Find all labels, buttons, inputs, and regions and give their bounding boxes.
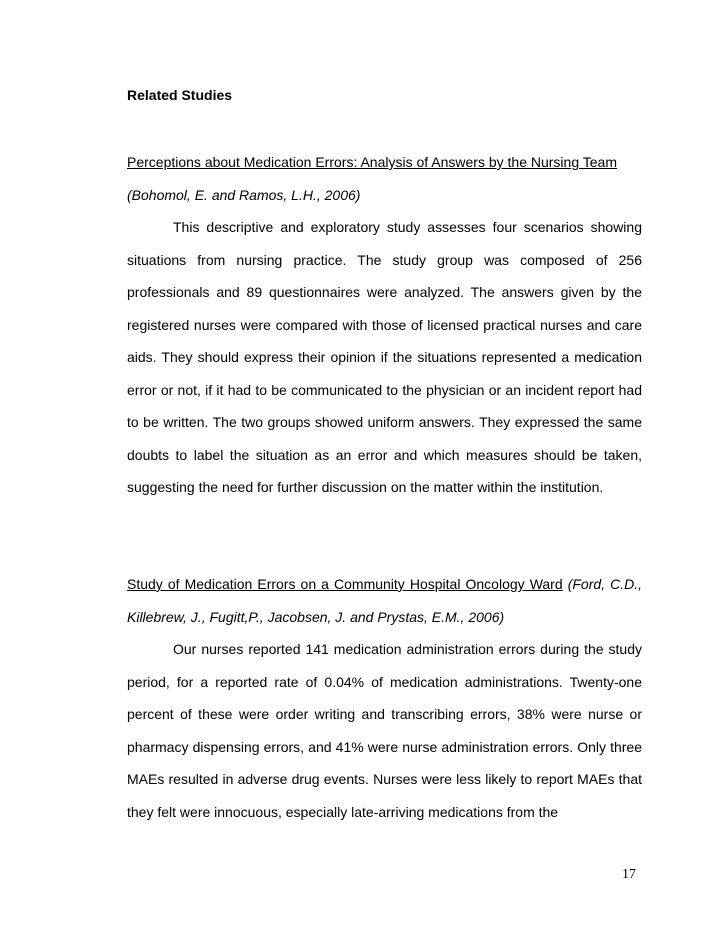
study-citation: (Bohomol, E. and Ramos, L.H., 2006) <box>127 186 361 203</box>
study-paragraph: Our nurses reported 141 medication administration errors during the study period, for a reported rate of 0.04% of medication administrations. Twenty-one percent of these were order writing and transcribing errors, 38% were nurse or pharmacy dispensing errors, and 41% were nurse administration errors. Only three MAEs resulted in adverse drug events. Nurses were less likely to report MAEs that they felt were innocuous, especially late-arriving medications from the <box>127 641 642 820</box>
study-entry <box>127 568 642 828</box>
study-title <box>127 146 642 179</box>
section-heading: Related Studies <box>127 87 233 103</box>
study-paragraph: This descriptive and exploratory study assesses four scenarios showing situations from nursing practice. The study group was composed of 256 professionals and 89 questionnaires were analyzed. The answers given by the registered nurses were compared with those of licensed practical nurses and care aids. They should express their opinion if the situations represented a medication error or not, if it had to be communicated to the physician or an incident report had to be written. The two groups showed uniform answers. They expressed the same doubts to label the situation as an error and which measures should be taken, suggesting the need for further discussion on the matter within the institution. <box>127 219 642 495</box>
study-title <box>127 568 642 633</box>
study-entry <box>127 146 642 504</box>
study-title-text: Perceptions about Medication Errors: Analysis of Answers by the Nursing Team <box>127 154 617 170</box>
study-citation: (Ford, C.D., Killebrew, J., Fugitt,P., Jacobsen, J. and Prystas, E.M., 2006) <box>127 576 642 625</box>
study-title-text: Study of Medication Errors on a Community Hospital Oncology Ward <box>127 576 563 592</box>
page-number: 17 <box>622 867 636 882</box>
